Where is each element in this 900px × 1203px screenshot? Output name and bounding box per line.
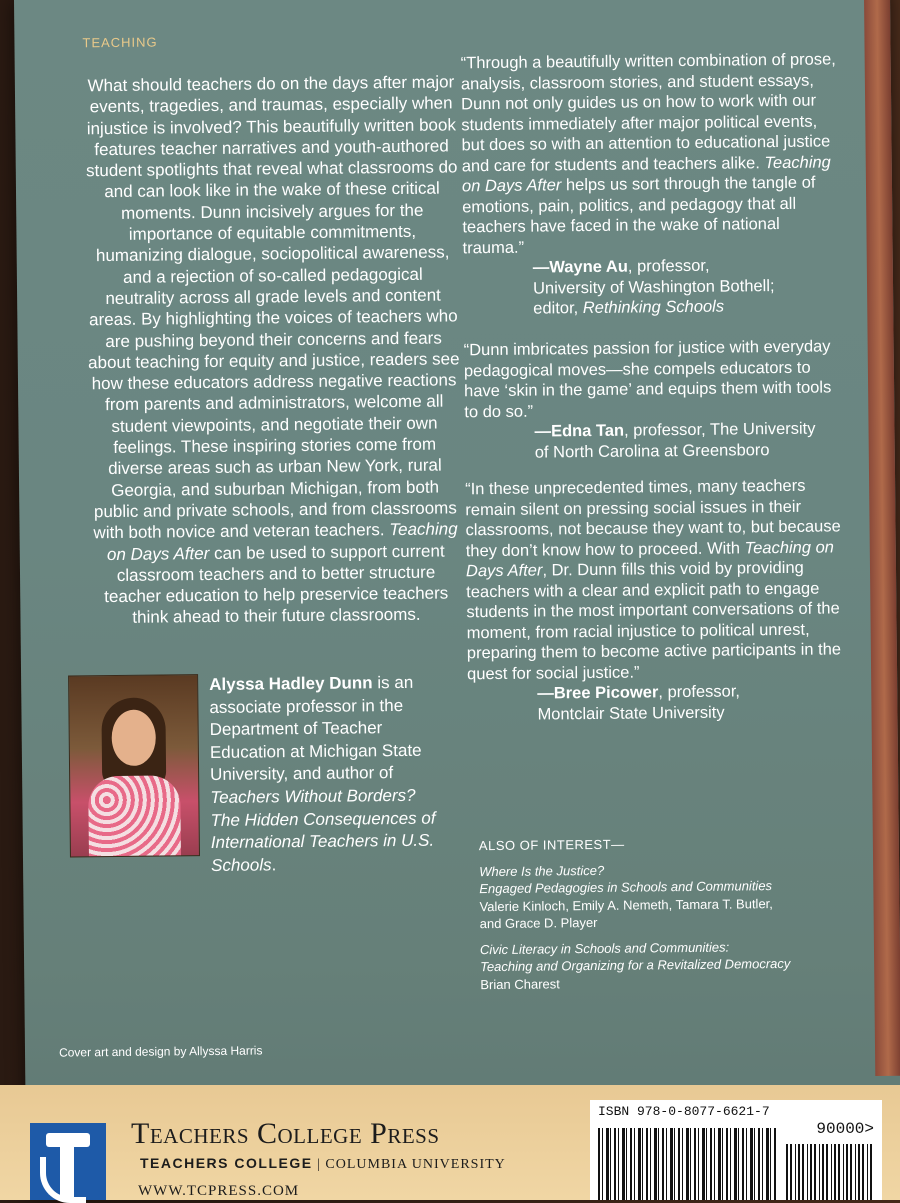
description-title: Teaching on Days After — [106, 519, 458, 564]
quote-text-part: , Dr. Dunn fills this void by providing teachers with a clear and explicit path to engage students in the most important conversations of the moment, from racial injustice to political unrest, preparing them to become active participants in the quest for social justice.” — [466, 558, 842, 683]
tc-press-logo-icon — [30, 1123, 106, 1200]
endorsement-tan — [464, 336, 845, 463]
publisher-footer — [0, 1085, 900, 1200]
price-code: 90000> — [816, 1120, 874, 1138]
quote-attribution — [537, 680, 852, 724]
related-book-authors: and Grace D. Player — [479, 914, 598, 932]
author-bio — [209, 672, 441, 878]
description-text-2: can be used to support current classroom teachers and to better structure teacher education to help preservice teachers think ahead to their future classrooms. — [104, 541, 449, 628]
related-book-authors: Brian Charest — [480, 975, 560, 992]
quote-text: “Dunn imbricates passion for justice with everyday pedagogical moves—she compels educators to have ‘skin in the game’ and equips them with tools to do so.” — [463, 337, 832, 421]
endorsement-picower — [465, 475, 853, 725]
author-bio-text-1: is an associate professor in the Department of Teacher Education at Michigan State University, and author of — [209, 672, 422, 785]
also-of-interest — [479, 833, 841, 1001]
publisher-website: WWW.TCPRESS.COM — [138, 1183, 300, 1199]
related-book-authors: Valerie Kinloch, Emily A. Nemeth, Tamara T. Butler, — [479, 895, 773, 914]
endorser-role: , professor, — [627, 256, 710, 276]
quote-book-title: Teaching on Days After — [465, 537, 835, 581]
also-of-interest-heading: ALSO OF INTEREST— — [478, 836, 625, 854]
publisher-affiliation — [140, 1155, 506, 1173]
cover-edge — [864, 0, 900, 1076]
publisher-college: TEACHERS COLLEGE — [140, 1155, 313, 1171]
author-book-title: Teachers Without Borders? The Hidden Consequences of International Teachers in U.S. Schools — [210, 785, 436, 875]
barcode-bars — [598, 1128, 778, 1200]
related-book-title: Where Is the Justice? — [479, 862, 605, 879]
cover-credit: Cover art and design by Allyssa Harris — [58, 1043, 263, 1060]
barcode — [590, 1100, 882, 1200]
logo-shape — [40, 1157, 86, 1203]
endorser-role: , professor, The University — [623, 419, 816, 440]
description-text-1: What should teachers do on the days after major events, tragedies, and traumas, especially when injustice is involved? This beautifully written book features teacher narratives and youth-authored student spotlights that reveal what classrooms do and can look like in the wake of these critical moments. Dunn incisively argues for the importance of equitable commitments, humanizing dialogue, sociopolitical awareness, and a rejection of so-called pedagogical neutrality across all grade levels and content areas. By highlighting the voices of teachers who are pushing beyond their concerns and fears about teaching for equity and justice, readers see how these educators address negative reactions from parents and administrators, welcome all student viewpoints, and negotiate their own feelings. These inspiring stories come from diverse areas such as urban New York, rural Georgia, and suburban Michigan, from both public and private schools, and from classrooms with both novice and veteran teachers. — [86, 72, 460, 543]
endorser-name: —Edna Tan — [534, 421, 625, 441]
endorser-publication: Rethinking Schools — [582, 297, 725, 318]
endorser-affiliation: of North Carolina at Greensboro — [534, 440, 770, 462]
quote-text — [465, 475, 852, 684]
book-description — [85, 71, 463, 629]
related-book — [479, 859, 840, 933]
quote-attribution — [533, 254, 844, 319]
endorser-role: , professor, — [658, 682, 741, 702]
endorser-affiliation: University of Washington Bothell; — [532, 276, 775, 298]
related-book — [480, 937, 841, 993]
book-back-cover — [14, 0, 900, 1200]
endorser-name: —Bree Picower — [537, 683, 659, 703]
author-name: Alyssa Hadley Dunn — [209, 673, 373, 694]
related-book-subtitle: Engaged Pedagogies in Schools and Communities — [479, 878, 773, 897]
author-photo — [68, 674, 200, 857]
photo-face — [111, 710, 156, 766]
publisher-name: Teachers College Press — [131, 1117, 440, 1150]
author-bio-text-2: . — [271, 855, 277, 875]
category-label: TEACHING — [82, 34, 158, 51]
endorser-name: —Wayne Au — [532, 257, 628, 277]
separator: | — [317, 1157, 321, 1172]
quote-attribution — [534, 418, 844, 462]
quote-text-part: helps us sort through the tangle of emotions, pain, politics, and pedagogy that all teachers have faced in the wake of national trauma.” — [462, 173, 816, 257]
photo-scarf — [88, 775, 181, 856]
publisher-university: COLUMBIA UNIVERSITY — [325, 1157, 506, 1172]
quote-text — [461, 49, 843, 258]
endorser-role: editor, — [533, 299, 583, 318]
endorser-affiliation: Montclair State University — [537, 703, 725, 724]
related-book-subtitle: Teaching and Organizing for a Revitalized Democracy — [480, 955, 791, 975]
isbn-text: ISBN 978-0-8077-6621-7 — [598, 1104, 770, 1119]
endorsement-au — [461, 49, 844, 319]
quote-book-title: Teaching on Days After — [461, 152, 831, 196]
barcode-addon-bars — [786, 1144, 874, 1200]
related-book-title: Civic Literacy in Schools and Communities: — [479, 939, 730, 957]
quote-text-part: “In these unprecedented times, many teachers remain silent on pressing social issues in their classrooms, not because they want to, but because they don’t know how to proceed. With — [465, 476, 841, 560]
quote-text-part: “Through a beautifully written combination of prose, analysis, classroom stories, and student essays, Dunn not only guides us on how to work with our students immediately after major political events, but does so with an attention to educational justice and care for students and teachers alike. — [460, 50, 836, 175]
